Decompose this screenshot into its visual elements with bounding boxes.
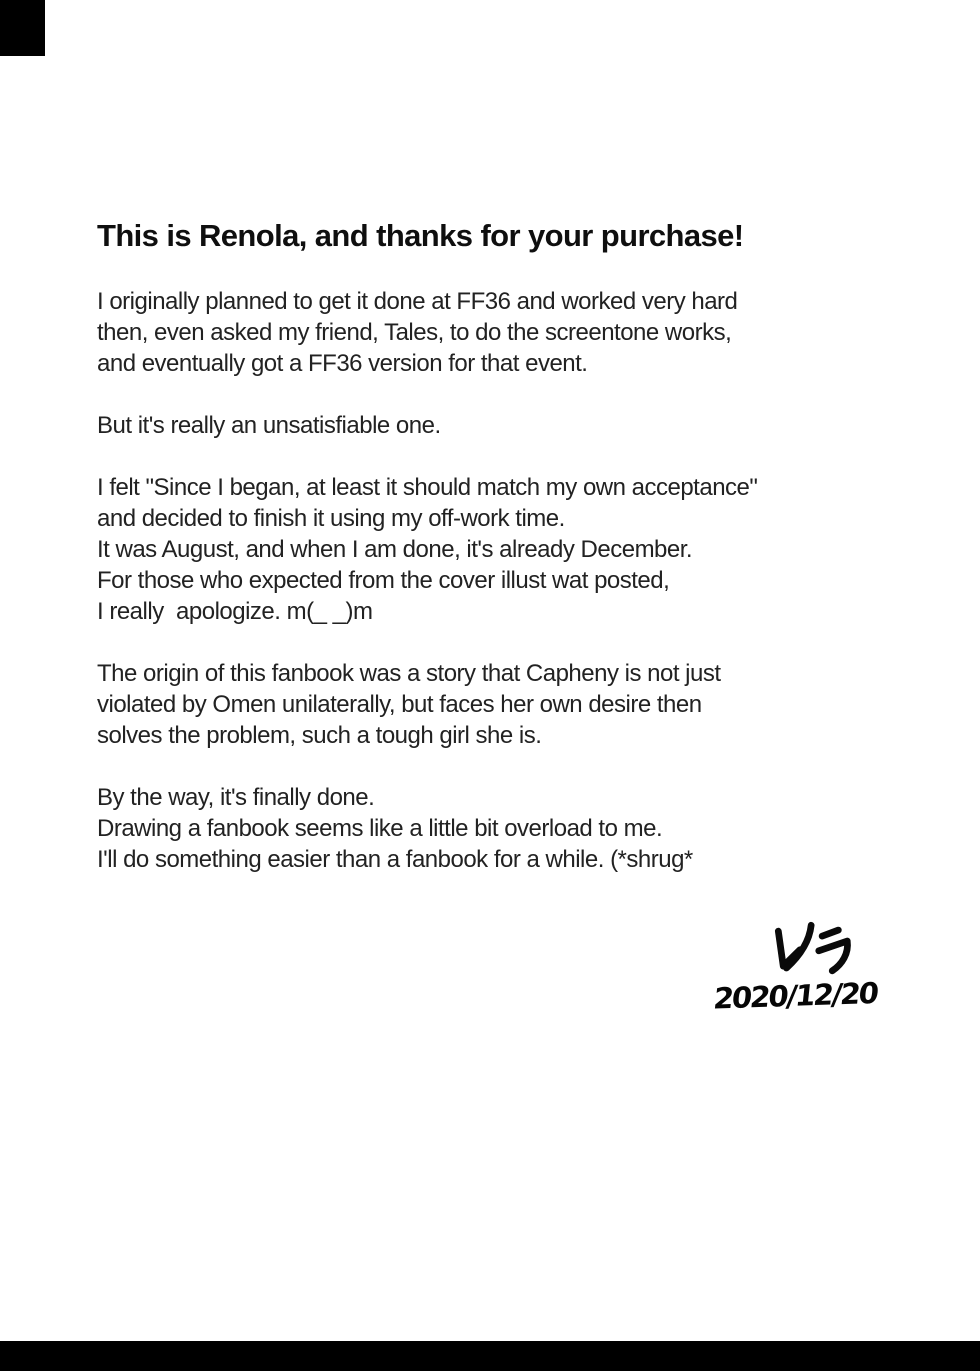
signature-date: 2020/12/20 [711,975,879,1016]
text-line: By the way, it's finally done. [97,784,375,811]
text-line: violated by Omen unilaterally, but faces her own desire then [97,691,702,718]
text-line: It was August, and when I am done, it's already December. [97,536,693,563]
text-line: I felt "Since I began, at least it should match my own acceptance" [97,474,758,501]
text-line: then, even asked my friend, Tales, to do the screentone works, [97,319,732,346]
afterword-content [97,216,897,875]
text-line: solves the problem, such a tough girl she is. [97,722,542,749]
signature-handwritten-kana [769,919,860,981]
paragraph [97,472,897,627]
text-line: I originally planned to get it done at FF36 and worked very hard [97,288,738,315]
paragraphs [97,286,897,875]
text-line: For those who expected from the cover illust wat posted, [97,567,670,594]
page-title: This is Renola, and thanks for your purchase! [97,218,744,253]
paragraph [97,410,897,441]
text-line: and eventually got a FF36 version for that event. [97,350,588,377]
text-line: I'll do something easier than a fanbook for a while. (*shrug* [97,846,693,873]
scan-artifact-bottom [0,1341,980,1371]
paragraph [97,658,897,751]
text-line: Drawing a fanbook seems like a little bit overload to me. [97,815,663,842]
text-line: and decided to finish it using my off-work time. [97,505,565,532]
scan-artifact-top-left [0,0,45,56]
text-line: The origin of this fanbook was a story that Capheny is not just [97,660,721,687]
paragraph [97,286,897,379]
paragraph [97,782,897,875]
text-line: But it's really an unsatisfiable one. [97,412,441,439]
text-line: I really apologize. m(_ _)m [97,598,373,625]
